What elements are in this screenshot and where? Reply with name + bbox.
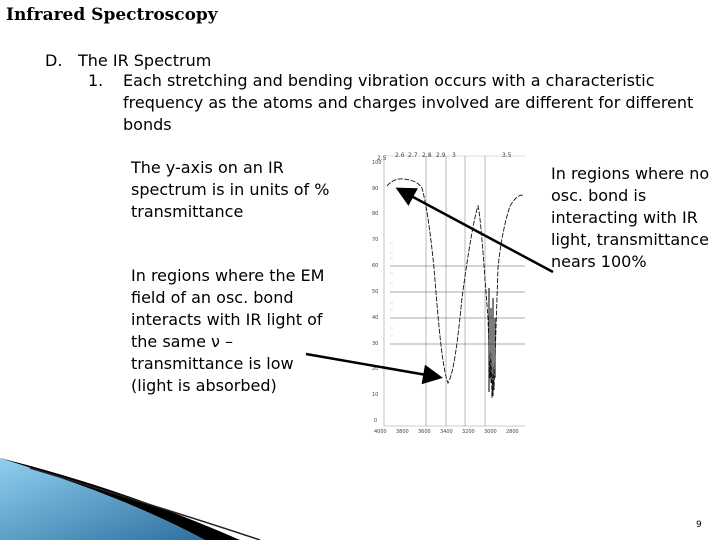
- corner-decoration: [0, 450, 720, 540]
- page-number: 9: [696, 520, 702, 530]
- top-axis-label-7: 3.5: [502, 152, 512, 159]
- note-y-axis: The y-axis on an IR spectrum is in units of % transmittance: [131, 158, 330, 221]
- arrow-to-absorption-band: [306, 354, 438, 377]
- top-axis-label-1: 2.5: [377, 155, 387, 162]
- top-axis-label-6: 3: [452, 152, 456, 159]
- x-axis-label-3800: 3800: [396, 429, 409, 435]
- outline-level1-text: The IR Spectrum: [78, 51, 212, 70]
- y-axis-label-40: 40: [372, 315, 379, 321]
- x-axis-label-3400: 3400: [440, 429, 453, 435]
- y-axis-label-80: 80: [372, 211, 379, 217]
- y-axis-label-60: 60: [372, 263, 379, 269]
- x-axis-label-3200: 3200: [462, 429, 475, 435]
- y-axis-label-20: 20: [372, 366, 379, 372]
- y-axis-label-50: 50: [372, 289, 379, 295]
- x-axis-label-2800: 2800: [506, 429, 519, 435]
- arrow-to-100-percent: [400, 190, 553, 272]
- outline-level2-text: Each stretching and bending vibration occurs with a characteristic frequency as the atoms and charges involved are different for different bonds: [123, 71, 694, 134]
- top-axis-label-4: 2.8: [422, 152, 432, 159]
- x-axis-label-4000: 4000: [374, 429, 387, 435]
- note-no-bond: In regions where no osc. bond is interacting with IR light, transmittance nears 100%: [551, 164, 710, 271]
- y-axis-label-30: 30: [372, 341, 379, 347]
- y-axis-label-10: 10: [372, 392, 379, 398]
- top-axis-label-3: 2.7: [408, 152, 418, 159]
- note-absorbed: In regions where the EM field of an osc. bond interacts with IR light of the same ν – transmittance is low (light is absorbed): [131, 266, 325, 395]
- y-axis-label-100: 100: [372, 160, 382, 166]
- x-axis-label-3000: 3000: [484, 429, 497, 435]
- top-axis-label-5: 2.9: [436, 152, 446, 159]
- slide-title: Infrared Spectroscopy: [6, 5, 218, 25]
- top-axis-label-2: 2.6: [395, 152, 405, 159]
- outline-level1-marker: D.: [45, 51, 63, 70]
- outline-level2-marker: 1.: [88, 71, 104, 90]
- y-axis-label-90: 90: [372, 186, 379, 192]
- y-axis-label-70: 70: [372, 237, 379, 243]
- x-axis-label-3600: 3600: [418, 429, 431, 435]
- y-axis-label-0: 0: [374, 418, 378, 424]
